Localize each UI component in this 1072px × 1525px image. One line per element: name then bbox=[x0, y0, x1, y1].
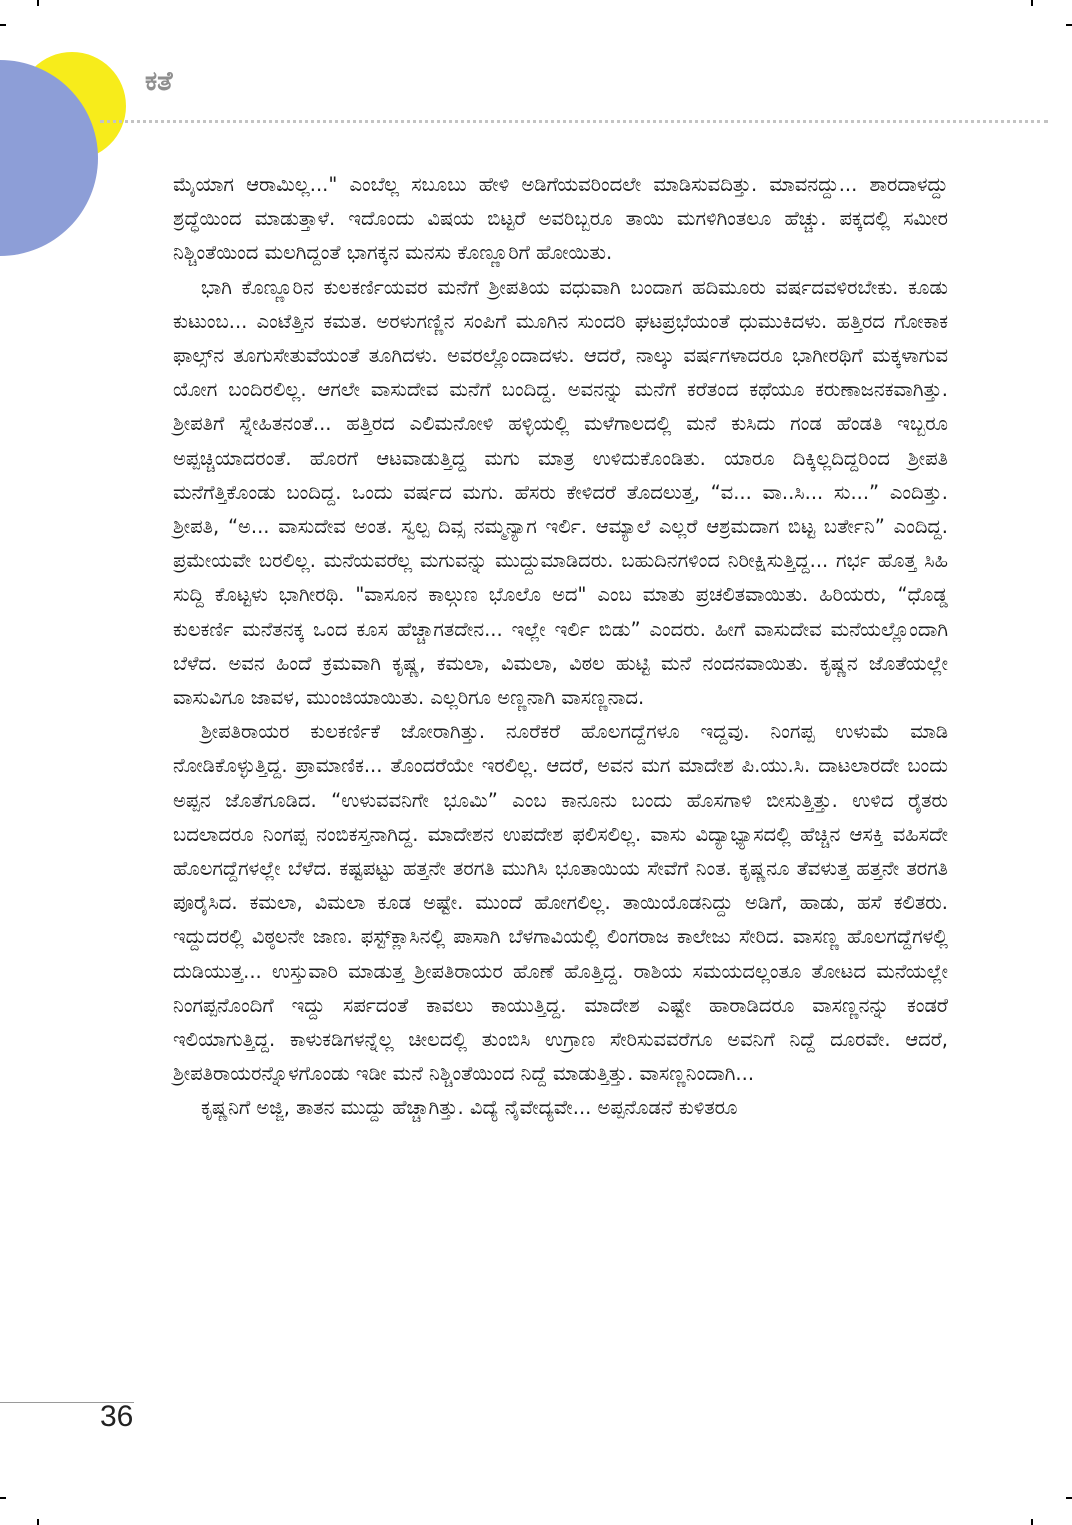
paragraph: ಮೈಯಾಗ ಆರಾಮಿಲ್ಲ..." ಎಂಬೆಲ್ಲ ಸಬೂಬು ಹೇಳಿ ಅಡಿಗೆಯವರಿಂದಲೇ ಮಾಡಿಸುವದಿತ್ತು. ಮಾವನದ್ದು... ಶಾರದಾಳದ್ದು ಶ್ರದ್ಧೆಯಿಂದ ಮಾಡುತ್ತಾಳೆ. ಇದೊಂದು ವಿಷಯ ಬಿಟ್ಟರೆ ಅವರಿಬ್ಬರೂ ತಾಯಿ ಮಗಳಿಗಿಂತಲೂ ಹೆಚ್ಚು. ಪಕ್ಕದಲ್ಲಿ ಸಮೀರ ನಿಶ್ಚಿಂತೆಯಿಂದ ಮಲಗಿದ್ದಂತೆ ಭಾಗಕ್ಕನ ಮನಸು ಕೊಣ್ಣೂರಿಗೆ ಹೋಯಿತು. bbox=[173, 173, 948, 265]
paragraph: ಭಾಗಿ ಕೊಣ್ಣೂರಿನ ಕುಲಕರ್ಣಿಯವರ ಮನೆಗೆ ಶ್ರೀಪತಿಯ ವಧುವಾಗಿ ಬಂದಾಗ ಹದಿಮೂರು ವರ್ಷದವಳಿರಬೇಕು. ಕೂಡು ಕುಟುಂಬ... ಎಂಟೆತ್ತಿನ ಕಮತ. ಅರಳುಗಣ್ಣಿನ ಸಂಪಿಗೆ ಮೂಗಿನ ಸುಂದರಿ ಘಟಪ್ರಭೆಯಂತೆ ಧುಮುಕಿದಳು. ಹತ್ತಿರದ ಗೋಕಾಕ ಫಾಲ್ಸ್‌ನ ತೂಗುಸೇತುವೆಯಂತೆ ತೂಗಿದಳು. ಅವರಲ್ಲೊಂದಾದಳು. ಆದರೆ, ನಾಲ್ಕು ವರ್ಷಗಳಾದರೂ ಭಾಗೀರಥಿಗೆ ಮಕ್ಕಳಾಗುವ ಯೋಗ ಬಂದಿರಲಿಲ್ಲ. ಆಗಲೇ ವಾಸುದೇವ ಮನೆಗೆ ಬಂದಿದ್ದ. ಅವನನ್ನು ಮನೆಗೆ ಕರೆತಂದ ಕಥೆಯೂ ಕರುಣಾಜನಕವಾಗಿತ್ತು. ಶ್ರೀಪತಿಗೆ ಸ್ನೇಹಿತನಂತೆ... ಹತ್ತಿರದ ಎಲಿಮನೋಳಿ ಹಳ್ಳಿಯಲ್ಲಿ ಮಳೆಗಾಲದಲ್ಲಿ ಮನೆ ಕುಸಿದು ಗಂಡ ಹೆಂಡತಿ ಇಬ್ಬರೂ ಅಪ್ಪಚ್ಚಿಯಾದರಂತೆ. ಹೊರಗೆ ಆಟವಾಡುತ್ತಿದ್ದ ಮಗು ಮಾತ್ರ ಉಳಿದುಕೊಂಡಿತು. ಯಾರೂ ದಿಕ್ಕಿಲ್ಲದಿದ್ದರಿಂದ ಶ್ರೀಪತಿ ಮನೆಗೆತ್ತಿಕೊಂಡು ಬಂದಿದ್ದ. ಒಂದು ವರ್ಷದ ಮಗು. ಹೆಸರು ಕೇಳಿದರೆ ತೊದಲುತ್ತ, “ವ... ವಾ..ಸಿ... ಸು...” ಎಂದಿತ್ತು. ಶ್ರೀಪತಿ, “ಅ... ವಾಸುದೇವ ಅಂತ. ಸ್ವಲ್ಪ ದಿವ್ಸ ನಮ್ಮನ್ಯಾಗ ಇರ್ಲಿ. ಆಮ್ಯಾಲೆ ಎಲ್ಲರೆ ಆಶ್ರಮದಾಗ ಬಿಟ್ಟ ಬರ್ತೇನಿ” ಎಂದಿದ್ದ. ಪ್ರಮೇಯವೇ ಬರಲಿಲ್ಲ. ಮನೆಯವರೆಲ್ಲ ಮಗುವನ್ನು ಮುದ್ದುಮಾಡಿದರು. ಬಹುದಿನಗಳಿಂದ ನಿರೀಕ್ಷಿಸುತ್ತಿದ್ದ... ಗರ್ಭ ಹೊತ್ತ ಸಿಹಿ ಸುದ್ದಿ ಕೊಟ್ಟಳು ಭಾಗೀರಥಿ. "ವಾಸೂನ ಕಾಲ್ಗುಣ ಭೊಲೊ ಅದ" ಎಂಬ ಮಾತು ಪ್ರಚಲಿತವಾಯಿತು. ಹಿರಿಯರು, “ಧೊಡ್ಡ ಕುಲಕರ್ಣಿ ಮನೆತನಕ್ಕ ಒಂದ ಕೂಸ ಹೆಚ್ಚಾಗತದೇನ... ಇಲ್ಲೇ ಇರ್ಲಿ ಬಿಡು” ಎಂದರು. ಹೀಗೆ ವಾಸುದೇವ ಮನೆಯಲ್ಲೊಂದಾಗಿ ಬೆಳೆದ. ಅವನ ಹಿಂದೆ ಕ್ರಮವಾಗಿ ಕೃಷ್ಣ, ಕಮಲಾ, ವಿಮಲಾ, ವಿಠಲ ಹುಟ್ಟಿ ಮನೆ ನಂದನವಾಯಿತು. ಕೃಷ್ಣನ ಜೊತೆಯಲ್ಲೇ ವಾಸುವಿಗೂ ಜಾವಳ, ಮುಂಜಿಯಾಯಿತು. ಎಲ್ಲರಿಗೂ ಅಣ್ಣನಾಗಿ ವಾಸಣ್ಣನಾದ. bbox=[173, 275, 948, 710]
crop-mark bbox=[0, 1497, 6, 1499]
article-body bbox=[173, 168, 948, 1125]
crop-mark bbox=[1066, 24, 1072, 26]
header-dotted-rule bbox=[100, 120, 1048, 123]
section-title: ಕತೆ bbox=[145, 66, 173, 97]
page-number: 36 bbox=[100, 1400, 134, 1433]
paragraph: ಶ್ರೀಪತಿರಾಯರ ಕುಲಕರ್ಣಿಕೆ ಜೋರಾಗಿತ್ತು. ನೂರೆಕರೆ ಹೊಲಗದ್ದೆಗಳೂ ಇದ್ದವು. ನಿಂಗಪ್ಪ ಉಳುಮೆ ಮಾಡಿ ನೋಡಿಕೊಳ್ಳುತ್ತಿದ್ದ. ಪ್ರಾಮಾಣಿಕ... ತೊಂದರೆಯೇ ಇರಲಿಲ್ಲ. ಆದರೆ, ಅವನ ಮಗ ಮಾದೇಶ ಪಿ.ಯು.ಸಿ. ದಾಟಲಾರದೇ ಬಂದು ಅಪ್ಪನ ಜೊತೆಗೂಡಿದ. “ಉಳುವವನಿಗೇ ಭೂಮಿ” ಎಂಬ ಕಾನೂನು ಬಂದು ಹೊಸಗಾಳಿ ಬೀಸುತ್ತಿತ್ತು. ಉಳಿದ ರೈತರು ಬದಲಾದರೂ ನಿಂಗಪ್ಪ ನಂಬಿಕಸ್ತನಾಗಿದ್ದ. ಮಾದೇಶನ ಉಪದೇಶ ಫಲಿಸಲಿಲ್ಲ. ವಾಸು ವಿದ್ಯಾಭ್ಯಾಸದಲ್ಲಿ ಹೆಚ್ಚಿನ ಆಸಕ್ತಿ ವಹಿಸದೇ ಹೊಲಗದ್ದೆಗಳಲ್ಲೇ ಬೆಳೆದ. ಕಷ್ಟಪಟ್ಟು ಹತ್ತನೇ ತರಗತಿ ಮುಗಿಸಿ ಭೂತಾಯಿಯ ಸೇವೆಗೆ ನಿಂತ. ಕೃಷ್ಣನೂ ತೆವಳುತ್ತ ಹತ್ತನೇ ತರಗತಿ ಪೂರೈಸಿದ. ಕಮಲಾ, ವಿಮಲಾ ಕೂಡ ಅಷ್ಟೇ. ಮುಂದೆ ಹೋಗಲಿಲ್ಲ. ತಾಯಿಯೊಡನಿದ್ದು ಅಡಿಗೆ, ಹಾಡು, ಹಸೆ ಕಲಿತರು. ಇದ್ದುದರಲ್ಲಿ ವಿಠ್ಠಲನೇ ಜಾಣ. ಫಸ್ಟ್‌ಕ್ಲಾಸಿನಲ್ಲಿ ಪಾಸಾಗಿ ಬೆಳಗಾವಿಯಲ್ಲಿ ಲಿಂಗರಾಜ ಕಾಲೇಜು ಸೇರಿದ. ವಾಸಣ್ಣ ಹೊಲಗದ್ದೆಗಳಲ್ಲಿ ದುಡಿಯುತ್ತ... ಉಸ್ತುವಾರಿ ಮಾಡುತ್ತ ಶ್ರೀಪತಿರಾಯರ ಹೊಣೆ ಹೊತ್ತಿದ್ದ. ರಾಶಿಯ ಸಮಯದಲ್ಲಂತೂ ತೋಟದ ಮನೆಯಲ್ಲೇ ನಿಂಗಪ್ಪನೊಂದಿಗೆ ಇದ್ದು ಸರ್ಪದಂತೆ ಕಾವಲು ಕಾಯುತ್ತಿದ್ದ. ಮಾದೇಶ ಎಷ್ಟೇ ಹಾರಾಡಿದರೂ ವಾಸಣ್ಣನನ್ನು ಕಂಡರೆ ಇಲಿಯಾಗುತ್ತಿದ್ದ. ಕಾಳುಕಡಿಗಳನ್ನೆಲ್ಲ ಚೀಲದಲ್ಲಿ ತುಂಬಿಸಿ ಉಗ್ರಾಣ ಸೇರಿಸುವವರೆಗೂ ಅವನಿಗೆ ನಿದ್ದೆ ದೂರವೇ. ಆದರೆ, ಶ್ರೀಪತಿರಾಯರನ್ನೊಳಗೊಂಡು ಇಡೀ ಮನೆ ನಿಶ್ಚಿಂತೆಯಿಂದ ನಿದ್ದೆ ಮಾಡುತ್ತಿತ್ತು. ವಾಸಣ್ಣನಿಂದಾಗಿ... bbox=[173, 720, 948, 1086]
crop-mark bbox=[37, 1519, 39, 1525]
crop-mark bbox=[1066, 1497, 1072, 1499]
crop-mark bbox=[1031, 1519, 1033, 1525]
crop-mark bbox=[37, 0, 39, 6]
paragraph: ಕೃಷ್ಣನಿಗೆ ಅಜ್ಜಿ, ತಾತನ ಮುದ್ದು ಹೆಚ್ಚಾಗಿತ್ತು. ವಿದ್ಯೆ ನೈವೇದ್ಯವೇ... ಅಪ್ಪನೊಡನೆ ಕುಳಿತರೂ bbox=[201, 1096, 738, 1120]
crop-mark bbox=[0, 24, 6, 26]
crop-mark bbox=[1031, 0, 1033, 6]
